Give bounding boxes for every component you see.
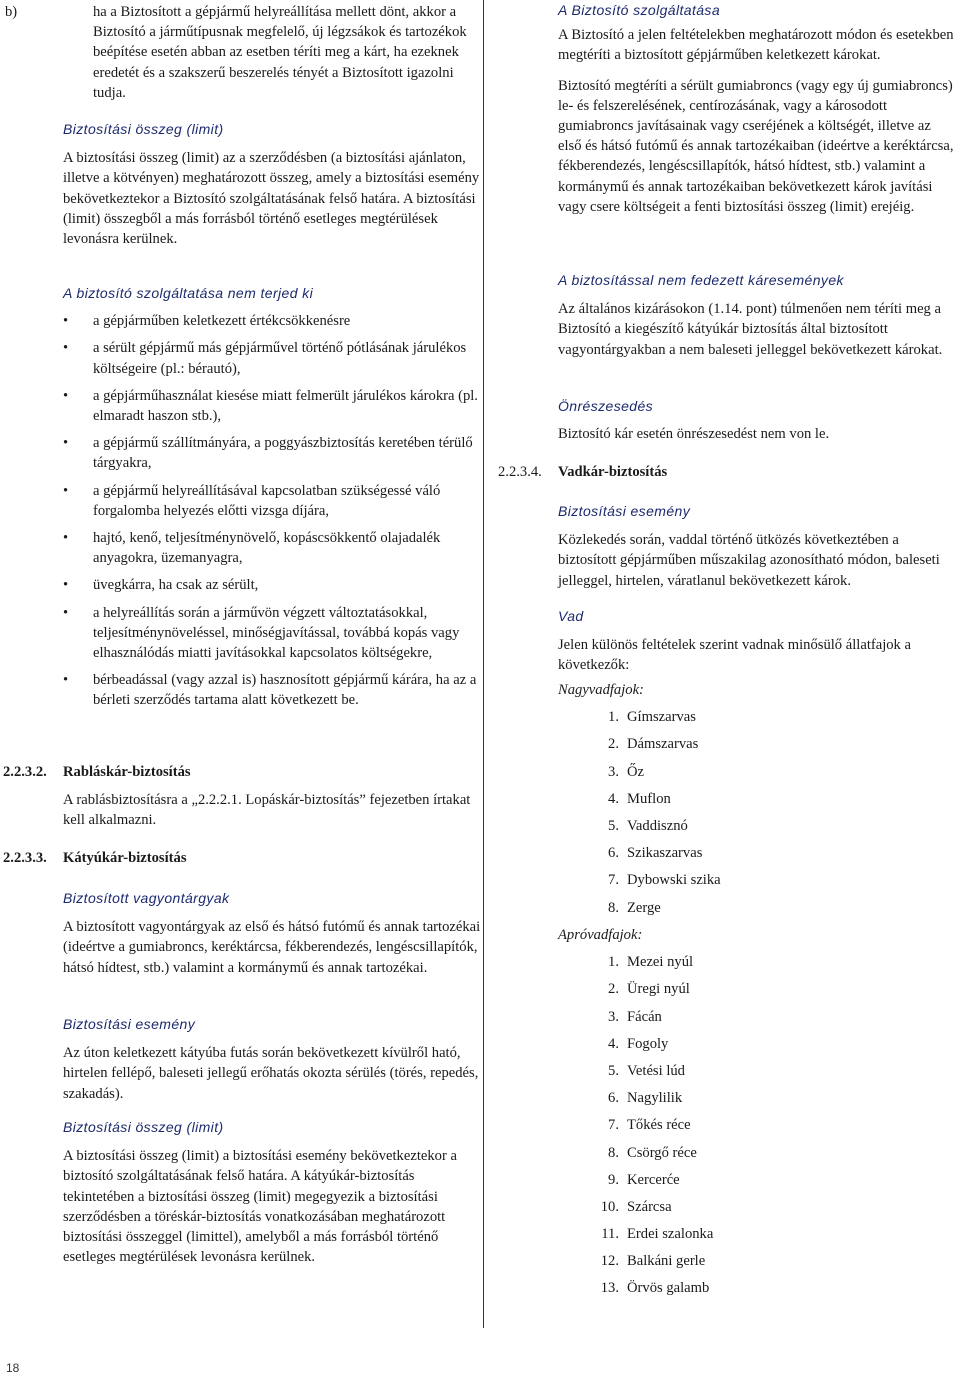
- deductible-heading: Önrészesedés: [558, 398, 654, 414]
- game-name: Dybowski szika: [627, 872, 721, 889]
- game-list-item: [558, 1197, 956, 1224]
- game-name: Kercerće: [627, 1171, 680, 1188]
- uncovered-text: Az általános kizárásokon (1.14. pont) túlmenően nem téríti meg a Biztosító a kiegészítő kátyúkár biztosítás által biztosított vagyontárgyakban a nem baleseti jelleggel bekövetkezett károkat.: [558, 301, 943, 358]
- vad-event-text: Közlekedés során, vaddal történő ütközés következtében a biztosított gépjárműben műszakilag azonosítható módon, baleseti jelleggel, hirtelen, váratlanul bekövetkezett károk.: [558, 532, 940, 589]
- bullet-icon: •: [63, 435, 69, 452]
- section-2233-title: Kátyúkár-biztosítás: [63, 850, 187, 866]
- list-number: 11.: [601, 1226, 619, 1243]
- katyu-limit-heading: Biztosítási összeg (limit): [63, 1119, 224, 1135]
- exclusion-item: [63, 386, 481, 426]
- service-heading: A Biztosító szolgáltatása: [558, 2, 721, 18]
- section-2233-number: 2.2.3.3.: [3, 850, 47, 866]
- game-list-item: [558, 707, 956, 734]
- list-number: 7.: [608, 872, 619, 889]
- exclusion-text: bérbeadással (vagy azzal is) hasznosított gépjármű kárára, ha az a bérleti szerződés tartama alatt következett be.: [93, 672, 477, 709]
- assets-text: A biztosított vagyontárgyak az első és hátsó futómű és annak tartozékai (ideértve a gumiabroncs, keréktárcsa, fékberendezés, lengéscsillapítók, hátsó hídtest, stb.) valamint a kormánymű és annak tartozékai.: [63, 919, 481, 976]
- exclusion-item: [63, 528, 481, 568]
- game-name: Őz: [627, 763, 645, 780]
- list-number: 6.: [608, 1090, 619, 1107]
- section-2232-title: Rabláskár-biztosítás: [63, 764, 191, 780]
- exclusion-text: a gépjárműhasználat kiesése miatt felmerült járulékos károkra (pl. elmaradt haszon stb.),: [93, 387, 478, 425]
- exclusion-text: a gépjármű helyreállításával kapcsolatban szükségessé váló forgalomba helyezés előtti vizsga díjára,: [93, 482, 441, 519]
- exclusion-text: a gépjárműben keletkezett értékcsökkenésre: [93, 313, 351, 330]
- list-number: 13.: [600, 1280, 619, 1297]
- bullet-icon: •: [63, 482, 69, 499]
- list-number: 5.: [608, 817, 619, 834]
- game-list-item: [558, 843, 956, 870]
- section-2234: [498, 462, 956, 482]
- game-name: Szikaszarvas: [627, 845, 703, 862]
- game-list-item: [558, 1088, 956, 1115]
- game-name: Nagylilik: [627, 1090, 683, 1107]
- bullet-icon: •: [63, 313, 69, 330]
- service-text-1: A Biztosító a jelen feltételekben meghatározott módon és esetekben megtéríti a biztosított gépjárműben keletkezett károkat.: [558, 27, 954, 64]
- game-list-item: [558, 1278, 956, 1305]
- assets-heading: Biztosított vagyontárgyak: [63, 890, 230, 906]
- game-name: Dámszarvas: [627, 736, 699, 753]
- list-number: 7.: [608, 1117, 619, 1134]
- list-number: 3.: [608, 1008, 619, 1025]
- bullet-icon: •: [63, 387, 69, 404]
- game-list-item: [558, 898, 956, 925]
- deductible-text: Biztosító kár esetén önrészesedést nem von le.: [558, 426, 830, 443]
- event-heading: Biztosítási esemény: [63, 1016, 196, 1032]
- list-number: 12.: [600, 1253, 619, 1270]
- game-list-item: [558, 1143, 956, 1170]
- game-name: Mezei nyúl: [627, 954, 694, 971]
- game-list-item: [558, 952, 956, 979]
- game-name: Üregi nyúl: [627, 981, 690, 998]
- exclusion-text: üvegkárra, ha csak az sérült,: [93, 577, 259, 594]
- game-list-item: [558, 979, 956, 1006]
- game-list-item: [558, 1251, 956, 1278]
- game-list-item: [558, 1224, 956, 1251]
- list-number: 4.: [608, 1035, 619, 1052]
- bullet-icon: •: [63, 672, 69, 689]
- game-list-item: [558, 1170, 956, 1197]
- section-2232-number: 2.2.3.2.: [3, 764, 47, 780]
- game-list-item: [558, 734, 956, 761]
- exclusion-text: a sérült gépjármű más gépjárművel történő pótlásának járulékos költségeire (pl.: bérautó),: [93, 340, 467, 377]
- bullet-icon: •: [63, 530, 69, 547]
- katyu-limit-text: A biztosítási összeg (limit) a biztosítási esemény bekövetkeztekor a biztosító szolgáltatásának felső határa. A kátyúkár-biztosítás tekintetében a biztosítási összeg (limit) megegyezik a biztosítási szerződésben a töréskár-biztosítás vonatkozásában meghatározott biztosítási összeggel (limittel), amelyből a más forrásból történő esetleges megtérülések levonásra kerülnek.: [63, 1148, 457, 1266]
- game-name: Fogoly: [627, 1035, 669, 1052]
- uncovered-heading: A biztosítással nem fedezett káresemények: [558, 272, 844, 288]
- limit-text: A biztosítási összeg (limit) az a szerződésben (a biztosítási ajánlaton, illetve a kötvényen) meghatározott összeg, amely a biztosítási esemény bekövetkeztekor a Biztosító szolgáltatásának felső határa. A biztosítási (limit) összegből a más forrásból történő esetleges megtérülések levonásra kerülnek.: [63, 150, 480, 248]
- big-game-list: [558, 707, 956, 925]
- game-name: Gímszarvas: [627, 709, 696, 726]
- game-list-item: [558, 816, 956, 843]
- section-2232: [3, 762, 481, 831]
- game-name: Vaddisznó: [627, 817, 688, 834]
- exclusion-item: [63, 433, 481, 473]
- section-2232-text: A rablásbiztosításra a „2.2.2.1. Lopáskár-biztosítás” fejezetben írtakat kell alkalmazni.: [63, 792, 471, 829]
- list-number: 4.: [608, 790, 619, 807]
- game-name: Balkáni gerle: [627, 1253, 706, 1270]
- exclusion-item: [63, 311, 481, 331]
- limit-heading: Biztosítási összeg (limit): [63, 121, 224, 137]
- game-name: Csörgő réce: [627, 1144, 697, 1161]
- game-text: Jelen különös feltételek szerint vadnak minősülő állatfajok a következők:: [558, 637, 911, 674]
- service-text-2: Biztosító megtéríti a sérült gumiabroncs (vagy egy új gumiabroncs) le- és felszerelésének, centírozásának, vagy a károsodott gumiabroncs javításainak vagy cseréjének a költségét, illetve az első és hátsó futómű és annak tartozékaiban (ideértve a keréktárcsa, fékberendezés, lengéscsillapítók, hátsó hídtest, stb.) valamint a kormánymű és annak tartozékaiban bekövetkezett károk javítási vagy csere költségeit a fenti biztosítási összeg (limit) erejéig.: [558, 77, 954, 215]
- exclusion-item: [63, 481, 481, 521]
- game-name: Zerge: [627, 899, 661, 916]
- exclusion-item: [63, 603, 481, 664]
- game-name: Muflon: [627, 790, 671, 807]
- list-number: 5.: [608, 1062, 619, 1079]
- section-2233: [3, 848, 481, 868]
- game-name: Fácán: [627, 1008, 662, 1025]
- page-number: 18: [6, 1361, 20, 1375]
- list-number: 2.: [608, 736, 619, 753]
- bullet-icon: •: [63, 340, 69, 357]
- list-number: 10.: [600, 1198, 619, 1215]
- exclusion-item: [63, 575, 481, 595]
- exclusions-heading: A biztosító szolgáltatása nem terjed ki: [63, 285, 314, 301]
- section-2234-number: 2.2.3.4.: [498, 464, 542, 480]
- item-b-text: ha a Biztosított a gépjármű helyreállítása mellett dönt, akkor a Biztosító a járműtípusnak megfelelő, új légzsákok és tartozékok beépítése esetén abban az esetben téríti meg a kárt, ha ezeknek eredetét és a szakszerű beszerelés tényét a Biztosított igazolni tudja.: [93, 4, 467, 101]
- exclusion-text: a gépjármű szállítmányára, a poggyászbiztosítás keretében térülő tárgyakra,: [93, 435, 473, 472]
- bullet-icon: •: [63, 577, 69, 594]
- small-game-list: [558, 952, 956, 1305]
- exclusions-list: [63, 311, 481, 710]
- game-list-item: [558, 870, 956, 897]
- list-number: 8.: [608, 899, 619, 916]
- game-list-item: [558, 789, 956, 816]
- game-list-item: [558, 1115, 956, 1142]
- column-divider: [483, 0, 484, 1328]
- list-number: 3.: [608, 763, 619, 780]
- game-name: Örvös galamb: [627, 1280, 710, 1297]
- game-name: Szárcsa: [627, 1198, 672, 1215]
- game-list-item: [558, 1034, 956, 1061]
- game-list-item: [558, 1007, 956, 1034]
- vad-event-heading: Biztosítási esemény: [558, 503, 691, 519]
- small-game-label: Apróvadfajok:: [558, 927, 643, 943]
- exclusion-item: [63, 338, 481, 378]
- game-name: Vetési lúd: [627, 1062, 685, 1079]
- list-number: 1.: [608, 954, 619, 971]
- exclusion-item: [63, 670, 481, 710]
- event-text: Az úton keletkezett kátyúba futás során bekövetkezett kívülről ható, hirtelen fellépő, baleseti jellegű erőhatás okozta sérülés (törés, repedés, szakadás).: [63, 1045, 479, 1102]
- game-name: Erdei szalonka: [627, 1226, 714, 1243]
- item-b-marker: b): [5, 4, 18, 20]
- exclusion-text: a helyreállítás során a járművön végzett változtatásokkal, teljesítménynöveléssel, minőségjavítással, továbbá kopás vagy elhasználódás miatti javításokkal kapcsolatos költségekre,: [93, 604, 460, 662]
- game-list-item: [558, 762, 956, 789]
- big-game-label: Nagyvadfajok:: [558, 682, 644, 698]
- section-2234-title: Vadkár-biztosítás: [558, 464, 668, 480]
- game-list-item: [558, 1061, 956, 1088]
- list-number: 1.: [608, 709, 619, 726]
- game-heading: Vad: [558, 608, 584, 624]
- exclusion-text: hajtó, kenő, teljesítménynövelő, kopáscsökkentő olajadalék anyagokra, üzemanyagra,: [93, 530, 441, 567]
- game-name: Tőkés réce: [627, 1117, 691, 1134]
- bullet-icon: •: [63, 604, 69, 621]
- item-b: [5, 2, 481, 103]
- list-number: 2.: [608, 981, 619, 998]
- list-number: 8.: [608, 1144, 619, 1161]
- list-number: 9.: [608, 1171, 619, 1188]
- list-number: 6.: [608, 845, 619, 862]
